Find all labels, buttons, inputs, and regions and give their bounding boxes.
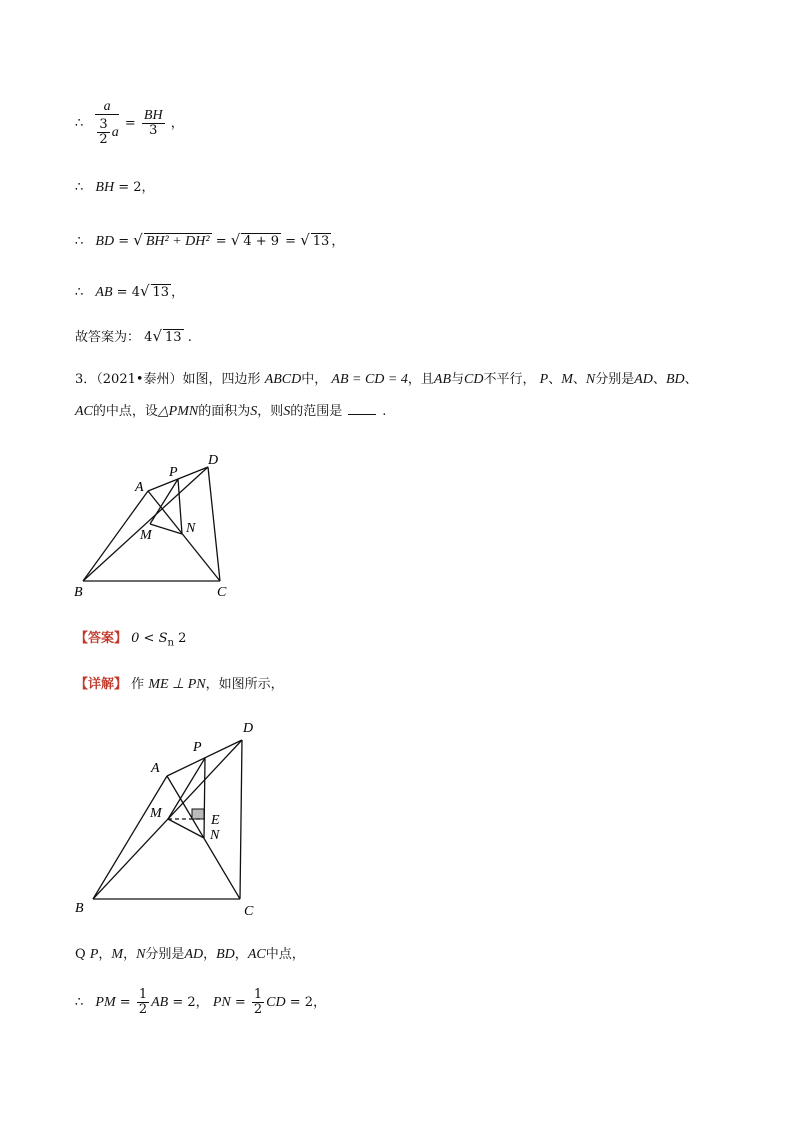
- equals: =: [118, 234, 130, 249]
- nested-den: 2: [99, 132, 108, 147]
- pt-n: N: [585, 372, 596, 387]
- num: 1: [253, 987, 263, 1002]
- coef: 4: [144, 330, 153, 345]
- seg-ad: AD: [634, 372, 653, 387]
- eq-line-3: ∴ BD = √ BH² + DH² = √ 4 + 9 = √ 13 ，: [75, 231, 345, 249]
- seg-pm: PM: [95, 995, 116, 1010]
- because-sign: Q: [75, 947, 86, 962]
- label-d: D: [208, 453, 219, 468]
- text: ，如图所示，: [205, 677, 284, 692]
- comma: ，: [331, 234, 345, 249]
- den-var: a: [111, 125, 119, 140]
- label-n: N: [210, 828, 220, 843]
- eq-line-7: [75, 988, 326, 1017]
- frac-num: a: [95, 100, 118, 115]
- label-m: M: [140, 528, 152, 543]
- half-fraction: [137, 988, 149, 1017]
- eq-line-1: [75, 100, 184, 147]
- answer-blank: [348, 414, 376, 415]
- answer-prefix: 故答案为：: [75, 330, 141, 345]
- text: 的面积为: [198, 404, 251, 419]
- text: 的中点，设: [92, 404, 158, 419]
- eq-line-2: [75, 180, 155, 196]
- text: 不平行，: [483, 372, 536, 387]
- condition: AB = CD = 4: [331, 372, 408, 387]
- den: 2: [253, 1002, 263, 1017]
- sep: 、: [548, 372, 562, 387]
- problem-number: 3．: [75, 372, 97, 387]
- seg-ac: AC: [247, 947, 266, 962]
- period: .: [382, 404, 387, 419]
- label-m: M: [150, 806, 162, 821]
- text: 作: [131, 677, 145, 692]
- comma: ，: [203, 947, 217, 962]
- pt-m: M: [561, 372, 573, 387]
- label-e: E: [211, 813, 220, 828]
- answer-text: 0 < S: [131, 631, 168, 646]
- problem-line-2: [75, 404, 386, 420]
- text: ，且: [407, 372, 434, 387]
- triangle: △PMN: [157, 404, 199, 419]
- pt-p: P: [539, 372, 549, 387]
- comma: ，: [98, 947, 112, 962]
- label-b: B: [74, 585, 83, 600]
- sep: 、: [572, 372, 586, 387]
- period: .: [187, 330, 192, 345]
- label-b: B: [75, 901, 84, 916]
- text: 中，: [301, 372, 328, 387]
- pt-p: P: [89, 947, 99, 962]
- comma: ，: [234, 947, 248, 962]
- rhs-den: 3: [149, 123, 158, 138]
- seg-bd: BD: [665, 372, 685, 387]
- comma: ，: [171, 285, 185, 300]
- eq-line-6: [75, 947, 305, 963]
- label-d: D: [243, 721, 254, 736]
- text: 分别是: [595, 372, 635, 387]
- seg-cd: CD: [464, 372, 484, 387]
- ab: AB: [95, 285, 113, 300]
- geometry-figure-2: [68, 712, 268, 922]
- sqrt: 13: [165, 330, 182, 345]
- equals: =: [124, 116, 136, 131]
- comma: ，: [195, 995, 209, 1010]
- answer-line: 故答案为： 4√ 13 .: [75, 327, 192, 345]
- bh: BH: [95, 180, 115, 195]
- label-a: A: [151, 761, 160, 776]
- bd: BD: [95, 234, 115, 249]
- label-p: P: [193, 740, 202, 755]
- num: 1: [138, 987, 148, 1002]
- equals: =: [234, 995, 246, 1010]
- frac-den: [95, 115, 118, 147]
- fraction-lhs: [95, 100, 118, 147]
- nested-fraction: [97, 118, 109, 147]
- value: = 4: [116, 285, 140, 300]
- text: 分别是: [145, 947, 185, 962]
- rhs-num: BH: [143, 108, 163, 123]
- text: 与: [451, 372, 465, 387]
- value: = 2: [289, 995, 314, 1010]
- seg-cd: CD: [266, 995, 286, 1010]
- sqrt: 13: [152, 285, 170, 300]
- seg-ad: AD: [184, 947, 204, 962]
- equals: =: [285, 234, 297, 249]
- seg-ac: AC: [75, 404, 93, 419]
- sep: 、: [652, 372, 666, 387]
- text: 如图，四边形: [182, 372, 261, 387]
- comma: ，: [123, 947, 137, 962]
- detail-tag: 【详解】: [75, 677, 128, 692]
- sep: 、: [684, 372, 698, 387]
- answer-tag: 【答案】: [75, 631, 128, 646]
- value: = 2: [118, 180, 142, 195]
- label-c: C: [217, 585, 227, 600]
- seg-pn: PN: [212, 995, 231, 1010]
- var-s: S: [250, 404, 258, 419]
- half-fraction: [252, 988, 264, 1017]
- therefore-sign: ∴: [75, 116, 84, 131]
- problem-source: （2021•泰州）: [96, 372, 183, 387]
- problem-line-1: [75, 372, 698, 388]
- label-p: P: [169, 465, 178, 480]
- comma: ，: [170, 116, 184, 131]
- den: 2: [138, 1002, 148, 1017]
- nested-num: 3: [99, 117, 108, 132]
- seg-ab: AB: [433, 372, 451, 387]
- equals: =: [119, 995, 131, 1010]
- text: 的范围是: [290, 404, 343, 419]
- var-s: S: [283, 404, 291, 419]
- quad: ABCD: [264, 372, 302, 387]
- value: = 2: [172, 995, 196, 1010]
- sqrt-3: 13: [312, 234, 330, 249]
- label-a: A: [135, 480, 144, 495]
- eq-line-4: ∴ AB = 4√ 13 ，: [75, 282, 185, 300]
- equals: =: [215, 234, 227, 249]
- pt-m: M: [111, 947, 124, 962]
- therefore-sign: ∴: [75, 180, 84, 195]
- comma: ，: [313, 995, 327, 1010]
- answer-tail: 2: [178, 631, 187, 646]
- answer-sub: n: [167, 637, 174, 649]
- label-n: N: [186, 521, 196, 536]
- text: 中点，: [265, 947, 305, 962]
- label-c: C: [244, 904, 254, 919]
- answer-row: [75, 631, 186, 652]
- seg-ab: AB: [151, 995, 169, 1010]
- sqrt-2: 4 + 9: [243, 234, 280, 249]
- detail-row: [75, 677, 284, 693]
- therefore-sign: ∴: [75, 234, 84, 249]
- therefore-sign: ∴: [75, 285, 84, 300]
- geometry-figure-1: [60, 445, 260, 605]
- text: ，则: [257, 404, 284, 419]
- comma: ，: [141, 180, 155, 195]
- sqrt-1: BH² + DH²: [145, 234, 210, 249]
- therefore-sign: ∴: [75, 995, 84, 1010]
- pt-n: N: [136, 947, 146, 962]
- seg-bd: BD: [216, 947, 235, 962]
- detail-expr: ME ⊥ PN: [148, 677, 206, 692]
- fraction-rhs: [142, 109, 165, 138]
